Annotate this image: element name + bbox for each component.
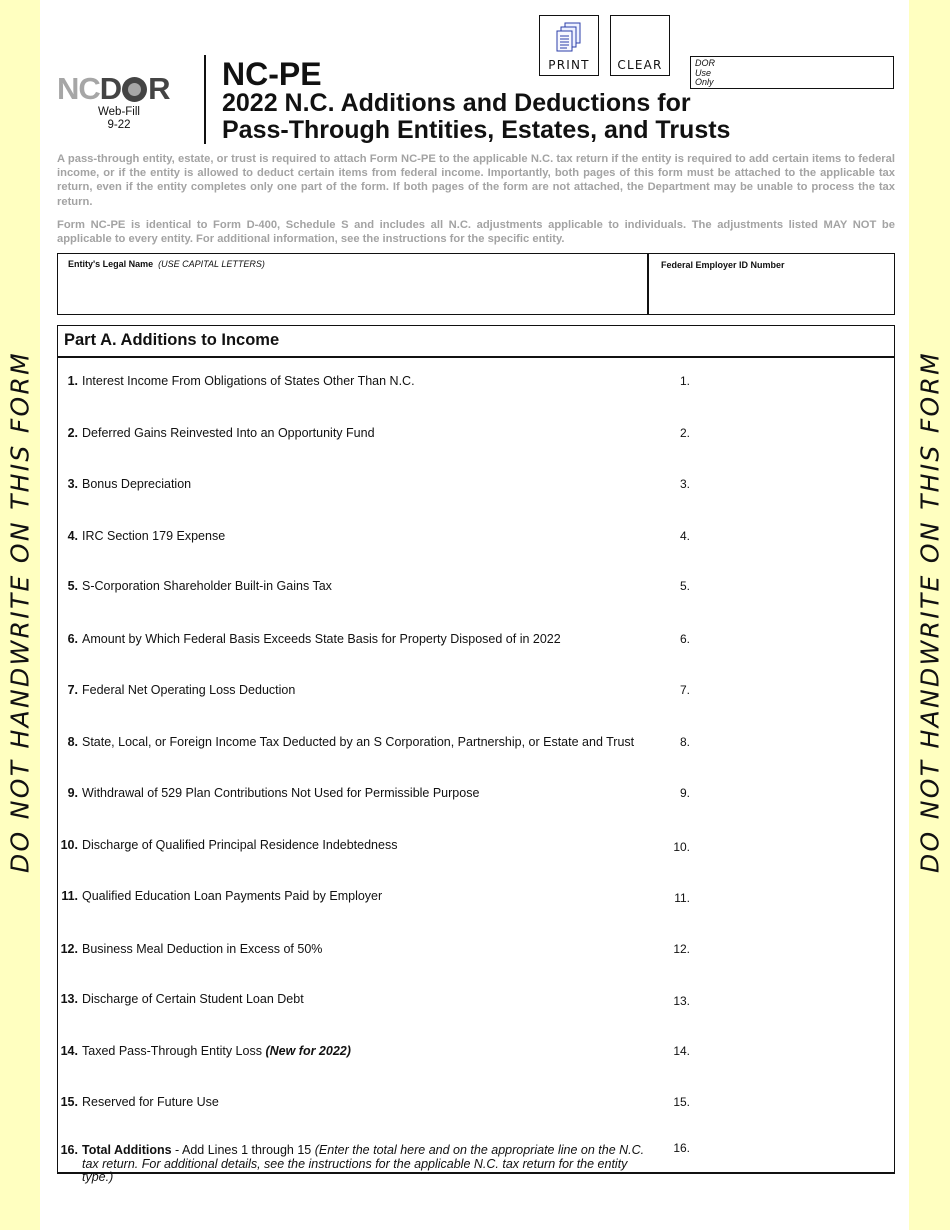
line-description: Discharge of Qualified Principal Residence Indebtedness	[82, 838, 398, 852]
logo-r: R	[148, 71, 170, 106]
left-warning-band	[0, 0, 40, 1230]
fein-cell	[649, 254, 894, 314]
clear-button-label: CLEAR	[617, 58, 663, 72]
line-ref: 10.	[673, 840, 690, 854]
line-ref: 16.	[673, 1141, 690, 1155]
line-description: S-Corporation Shareholder Built-in Gains Tax	[82, 579, 332, 593]
fein-input[interactable]	[659, 284, 884, 308]
form-title-line2: Pass-Through Entities, Estates, and Trusts	[222, 116, 731, 144]
line-description: Business Meal Deduction in Excess of 50%	[82, 942, 323, 956]
dor-use-only-box	[690, 56, 894, 89]
form-id: NC-PE	[222, 56, 322, 92]
entity-name-note: (USE CAPITAL LETTERS)	[158, 259, 265, 269]
line-ref: 5.	[679, 579, 690, 593]
line-ref: 8.	[679, 735, 690, 749]
entity-name-label: Entity's Legal Name	[68, 259, 154, 269]
right-warning-band	[909, 0, 950, 1230]
line-description: Interest Income From Obligations of States Other Than N.C.	[82, 374, 415, 388]
logo-d: D	[99, 71, 122, 106]
line-ref: 6.	[679, 632, 690, 646]
line-14-new-note: (New for 2022)	[265, 1044, 351, 1058]
entity-name-cell	[58, 254, 649, 314]
line-7-amount-input[interactable]	[698, 679, 883, 701]
line-4-amount-input[interactable]	[698, 525, 883, 547]
line-9-amount-input[interactable]	[698, 782, 883, 804]
line-description: Reserved for Future Use	[82, 1095, 219, 1109]
line-number: 2.	[67, 426, 78, 440]
line-ref: 9.	[679, 786, 690, 800]
line-number: 6.	[67, 632, 78, 646]
part-a-title: Part A. Additions to Income	[58, 326, 894, 358]
line-description: State, Local, or Foreign Income Tax Deducted by an S Corporation, Partnership, or Estate and Trust	[82, 735, 635, 749]
dor-use-line2: Use	[695, 67, 712, 78]
print-button[interactable]	[539, 15, 599, 76]
form-title-line1: 2022 N.C. Additions and Deductions for	[222, 89, 691, 117]
fein-label: Federal Employer ID Number	[661, 260, 785, 270]
line-number: 12.	[60, 942, 78, 956]
line-description: Discharge of Certain Student Loan Debt	[82, 992, 304, 1006]
edition-name: Web-Fill	[98, 106, 140, 118]
line-number: 10.	[60, 838, 78, 852]
line-3-amount-input[interactable]	[698, 473, 883, 495]
line-number: 1.	[67, 374, 78, 388]
line-14-amount-input[interactable]	[698, 1040, 883, 1062]
line-number: 13.	[60, 992, 78, 1006]
line-11-amount-input[interactable]	[698, 885, 883, 907]
line-number: 5.	[67, 579, 78, 593]
line-2-amount-input[interactable]	[698, 422, 883, 444]
line-ref: 1.	[679, 374, 690, 388]
line-ref: 3.	[679, 477, 690, 491]
line-number: 9.	[67, 786, 78, 800]
line-ref: 12.	[673, 942, 690, 956]
logo-nc: NC	[57, 71, 100, 106]
part-a-section	[57, 325, 895, 1184]
line-ref: 15.	[673, 1095, 690, 1109]
line-ref: 11.	[674, 891, 690, 905]
edition-revision: 9-22	[107, 118, 131, 131]
clear-button[interactable]	[610, 15, 670, 76]
left-warning-text: DO NOT HANDWRITE ON THIS FORM	[5, 350, 35, 874]
line-number: 4.	[67, 529, 78, 543]
line-10-amount-input[interactable]	[698, 834, 883, 856]
line-6-amount-input[interactable]	[698, 628, 883, 650]
line-description: Deferred Gains Reinvested Into an Opportunity Fund	[82, 426, 375, 440]
line-description: Federal Net Operating Loss Deduction	[82, 683, 296, 697]
line-number: 3.	[67, 477, 78, 491]
entity-id-box	[57, 253, 895, 315]
line-description: Bonus Depreciation	[82, 477, 192, 491]
line-13-amount-input[interactable]	[698, 988, 883, 1010]
line-description: IRC Section 179 Expense	[82, 529, 226, 543]
total-additions-text: - Add Lines 1 through 15	[171, 1143, 315, 1157]
line-number: 15.	[60, 1095, 78, 1109]
line-ref: 4.	[679, 529, 690, 543]
line-description	[82, 1045, 652, 1059]
entity-name-input[interactable]	[68, 284, 637, 308]
line-1-amount-input[interactable]	[698, 370, 883, 392]
line-8-amount-input[interactable]	[698, 731, 883, 753]
title-divider	[204, 55, 206, 144]
intro-paragraph-2: Form NC-PE is identical to Form D-400, Schedule S and includes all N.C. adjustments applicable to individuals. The adjustments listed MAY NOT be applicable to every entity. For additional information, see the instructions for the specific entity.	[57, 219, 895, 246]
line-ref: 2.	[679, 426, 690, 440]
line-ref: 14.	[673, 1044, 690, 1058]
edition-label	[88, 106, 150, 131]
print-button-label: PRINT	[548, 58, 590, 72]
line-number: 8.	[67, 735, 78, 749]
line-number: 7.	[67, 683, 78, 697]
line-16-amount-input[interactable]	[698, 1139, 883, 1161]
line-description: Withdrawal of 529 Plan Contributions Not Used for Permissible Purpose	[82, 786, 480, 800]
line-number: 16.	[60, 1143, 78, 1157]
logo-o-circle-icon	[122, 77, 147, 102]
line-14-desc-text: Taxed Pass-Through Entity Loss	[82, 1044, 262, 1058]
line-number: 14.	[60, 1044, 78, 1058]
line-number: 11.	[61, 889, 78, 903]
line-ref: 7.	[679, 683, 690, 697]
form-title	[222, 90, 842, 144]
line-description: Qualified Education Loan Payments Paid by Employer	[82, 889, 383, 903]
line-description: Amount by Which Federal Basis Exceeds State Basis for Property Disposed of in 2022	[82, 632, 561, 646]
dor-use-line1: DOR	[695, 58, 715, 68]
line-5-amount-input[interactable]	[698, 575, 883, 597]
ncdor-logo	[57, 71, 183, 106]
total-additions-note: (Enter the total here and on the appropriate line on the N.C. tax return. For additional details, see the instructions for the applicable N.C. tax return for the entity type.)	[82, 1143, 645, 1184]
line-description	[82, 1144, 652, 1185]
dor-use-line3: Only	[695, 77, 714, 87]
print-icon	[556, 22, 582, 54]
total-additions-label: Total Additions	[82, 1143, 172, 1157]
line-15-amount-input[interactable]	[698, 1091, 883, 1113]
right-warning-text: DO NOT HANDWRITE ON THIS FORM	[915, 350, 944, 874]
line-ref: 13.	[673, 994, 690, 1008]
intro-paragraph-1: A pass-through entity, estate, or trust is required to attach Form NC-PE to the applicable N.C. tax return if the entity is required to add certain items to federal income, or if the entity is allowed to deduct certain items from federal income. Importantly, both pages of this form must be attached to the applicable tax return, even if the entity completes only one part of the form. If both pages of the form are not attached, the Department may be unable to process the tax return.	[57, 153, 895, 208]
line-12-amount-input[interactable]	[698, 938, 883, 960]
